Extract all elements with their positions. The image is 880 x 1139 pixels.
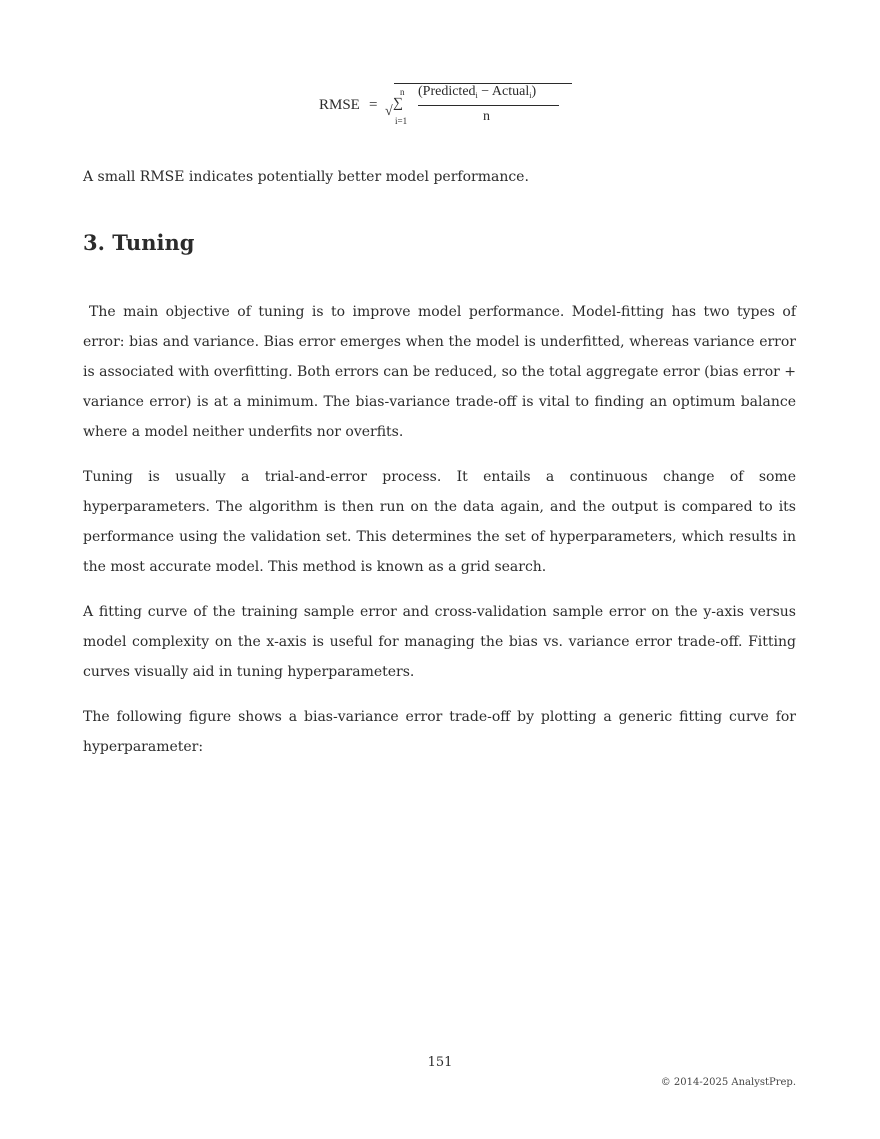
formula-sigma: ∑ bbox=[393, 96, 403, 111]
numerator-minus: − Actual bbox=[477, 84, 530, 99]
formula-sum-lower: i=1 bbox=[395, 116, 408, 126]
paragraph-tuning-objective: The main objective of tuning is to improve model performance. Model-fitting has two types of error: bias and variance. Bias error emerges when the model is underfitted, whereas variance error is associated with overfitting. Both errors can be reduced, so the total aggregate error (bias error + variance error) is at a minimum. The bias-variance trade-off is vital to finding an optimum balance where a model neither underfits nor overfits. bbox=[83, 304, 797, 440]
formula-sum-upper: n bbox=[400, 87, 405, 97]
numerator-open: (Predicted bbox=[418, 84, 476, 99]
paragraph-figure-intro: The following figure shows a bias-variance error trade-off by plotting a generic fitting curve for hyperparameter: bbox=[83, 709, 796, 755]
rmse-formula bbox=[319, 82, 579, 132]
formula-numerator bbox=[418, 84, 536, 100]
formula-fraction-bar bbox=[418, 105, 559, 106]
page-number: 151 bbox=[427, 1055, 453, 1070]
formula-denominator: n bbox=[483, 109, 490, 124]
formula-equals: = bbox=[369, 97, 378, 113]
formula-radical-sign: √ bbox=[385, 104, 393, 119]
numerator-sub-predicted: i bbox=[475, 91, 478, 100]
paragraph-trial-and-error: Tuning is usually a trial-and-error process. It entails a continuous change of some hyperparameters. The algorithm is then run on the data again, and the output is compared to its performance using the validation set. This determines the set of hyperparameters, which results in the most accurate model. This method is known as a grid search. bbox=[83, 469, 796, 575]
rmse-note-paragraph: A small RMSE indicates potentially better model performance. bbox=[83, 169, 529, 185]
section-heading: 3. Tuning bbox=[83, 230, 195, 255]
paragraph-fitting-curve: A fitting curve of the training sample error and cross-validation sample error on the y-axis versus model complexity on the x-axis is useful for managing the bias vs. variance error trade-off. Fitting curves visually aid in tuning hyperparameters. bbox=[83, 604, 796, 680]
formula-lhs: RMSE bbox=[319, 97, 360, 113]
numerator-sub-actual: i bbox=[529, 91, 532, 100]
copyright-notice: © 2014-2025 AnalystPrep. bbox=[660, 1077, 796, 1088]
numerator-close: ) bbox=[531, 84, 537, 99]
